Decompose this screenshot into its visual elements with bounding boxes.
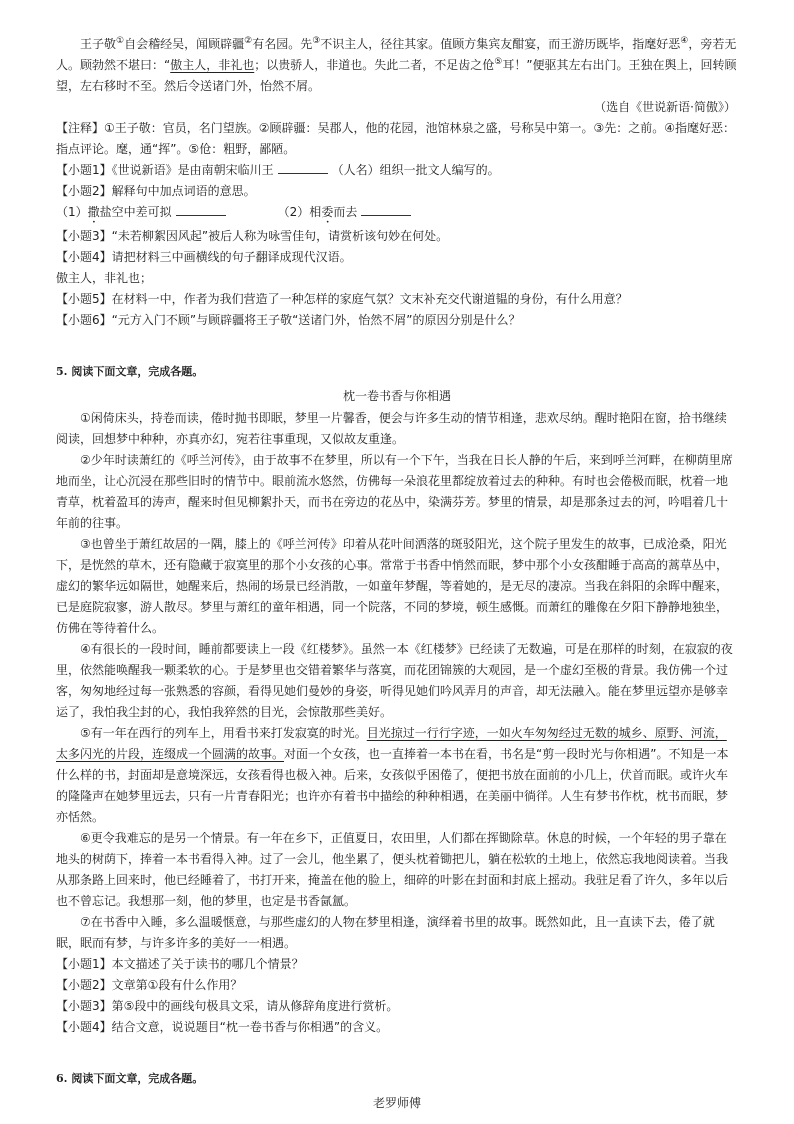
note-marker: ② <box>244 36 253 46</box>
text-run: ；以贵骄人，非道也。失此二者，不足齿之伧 <box>254 58 495 72</box>
question-1 <box>56 160 738 181</box>
annotation-note: 【注释】①王子敬：官员，名门望族。②顾辟疆：吴郡人，他的花园，池馆林泉之盛，号称吴中第一。③先：之前。④指麾好恶：指点评论。麾，通“挥”。⑤伧：粗野，鄙陋。 <box>56 121 736 156</box>
question-2-item-2 <box>278 202 416 226</box>
text-run: ⑤有一年在西行的列车上，用看书来打发寂寞的时光。 <box>80 726 367 740</box>
text-run: 自会稽经吴，闻顾辟疆 <box>124 37 245 51</box>
article-title: 老罗师傅 <box>372 1096 421 1110</box>
underlined-sentence: 傲主人，非礼也 <box>170 58 255 72</box>
text-run: ，旁若无人。顾勃然不堪曰：“ <box>56 37 737 72</box>
answer-blank[interactable] <box>361 203 411 216</box>
item-number: （1） <box>56 205 88 219</box>
note-marker: ④ <box>680 36 689 46</box>
text-run: 不识主人，径往其家。值顾方集宾友酣宴，而王游历既毕，指麾好恶 <box>320 37 681 51</box>
question-2: 【小题2】文章第①段有什么作用？ <box>56 978 243 992</box>
article-paragraph-7: ⑦在书香中入睡，多么温暖惬意，与那些虚幻的人物在梦里相逢，演绎着书里的故事。既然如此，且一直读下去，倦了就眠，眠而有梦，与许多许多的美好一一相遇。 <box>56 915 715 950</box>
text-run: 耳！”便驱其左右出门。王独在舆上，回转顾望，左右移时不至。然后令送诸门外，怡然不屑。 <box>56 58 737 93</box>
question-5: 【小题5】在材料一中，作者为我们营造了一种怎样的家庭气氛？文末补充交代谢道韫的身份，有什么用意？ <box>56 292 628 306</box>
article-paragraph-4: ④有很长的一段时间，睡前都要读上一段《红楼梦》。虽然一本《红楼梦》已经读了无数遍，可是在那样的时刻，在寂寂的夜里，依然能唤醒我一颗柔软的心。于是梦里也交错着繁华与落寞，而花团锦簇的大观园，是一个虚幻至极的背景。我仿佛一个过客，匆匆地经过每一张熟悉的容颜，看得见她们曼妙的身姿，听得见她们吟风弄月的声音，却无法融入。能在梦里远望亦是够幸运了，我怕我尘封的心，我怕我猝然的目光，会惊散那些美好。 <box>56 642 733 719</box>
note-marker: ① <box>116 36 125 46</box>
question-4: 【小题4】请把材料三中画横线的句子翻译成现代汉语。 <box>56 250 352 264</box>
dotted-word: 委 <box>321 205 334 219</box>
article-paragraph-6: ⑥更令我难忘的是另一个情景。有一年在乡下，正值夏日，农田里，人们都在挥锄除草。休息的时候，一个年轻的男子靠在地头的树荫下，捧着一本书看得入神。过了一会儿，他坐累了，便头枕着锄把儿，躺在松软的土地上，依然忘我地阅读着。当我从那条路上回来时，他已经睡着了，书打开来，掩盖在他的脸上，细碎的叶影在封面和封底上摇动。我驻足看了许久，多年以后也不曾忘记。我想那一刻，他的梦里，也定是书香氤氲。 <box>56 831 729 908</box>
question-2-item-1 <box>56 202 230 226</box>
item-text: 盐空中差可拟 <box>99 205 172 219</box>
item-text: （2）相 <box>277 205 322 219</box>
answer-blank[interactable] <box>176 203 226 216</box>
article-title: 枕一卷书香与你相遇 <box>342 389 451 403</box>
section-heading: 5. 阅读下面文章，完成各题。 <box>56 365 204 378</box>
question-3: 【小题3】第⑤段中的画线句极具文采，请从修辞角度进行赏析。 <box>56 999 399 1013</box>
article-paragraph-2: ②少年时读萧红的《呼兰河传》，由于故事不在梦里，所以有一个下午，当我在日长人静的午后，来到呼兰河畔，在柳荫里席地而坐，让心沉浸在那些旧时的情节中。眼前流水悠然，仿佛每一朵浪花里都绽放着过去的种种。有时也会倦极而眠，枕着一地青草，枕着盈耳的涛声，醒来时但见柳絮扑天，而书在旁边的花丛中，染满芬芳。梦里的情景，却是那条过去的河，吟唱着几十年前的往事。 <box>56 453 733 530</box>
item-text: 而去 <box>333 205 358 219</box>
article-paragraph-5 <box>56 723 738 828</box>
source-citation: （选自《世说新语·简傲》） <box>594 100 736 114</box>
article-paragraph-1: ①闲倚床头，持卷而读，倦时抛书即眠，梦里一片馨香，便会与许多生动的情节相逢，悲欢尽纳。醒时艳阳在窗，拾书继续阅读，回想梦中种种，亦真亦幻，宛若往事重现，又似故友重逢。 <box>56 411 727 446</box>
question-text: 【小题1】《世说新语》是由南朝宋临川王 <box>56 163 274 177</box>
question-4-sentence: 傲主人，非礼也； <box>56 271 153 285</box>
question-1: 【小题1】本文描述了关于读书的哪几个情景？ <box>56 957 304 971</box>
question-2: 【小题2】解释句中加点词语的意思。 <box>56 184 256 198</box>
note-marker: ③ <box>312 36 321 46</box>
question-3: 【小题3】“未若柳絮因风起”被后人称为咏雪佳句，请赏析该句妙在何处。 <box>56 229 449 243</box>
underlined-sentence: 目光掠过一行行字迹，一如火车匆匆经过无数的城乡、原野、河流，太多闪光的片段，连缀成一个圆满的故事。 <box>56 726 727 761</box>
question-6: 【小题6】“元方入门不顾”与顾辟疆将王子敬“送诸门外，怡然不屑”的原因分别是什么？ <box>56 313 521 327</box>
text-run: 王子敬 <box>80 37 117 51</box>
passage-paragraph <box>56 34 738 97</box>
section-heading: 6. 阅读下面文章，完成各题。 <box>56 1072 204 1085</box>
answer-blank[interactable] <box>278 161 328 174</box>
question-text: （人名）组织一批文人编写的。 <box>331 163 500 177</box>
question-2-items <box>56 202 738 226</box>
question-4: 【小题4】结合文意，说说题目“枕一卷书香与你相遇”的含义。 <box>56 1020 389 1034</box>
note-marker: ⑤ <box>494 57 503 67</box>
text-run: 有名园。先 <box>252 37 313 51</box>
text-run: 对面一个女孩，也一直捧着一本书在看，书名是“剪一段时光与你相遇”。不知是一本什么样的书，封面却是意境深远，女孩看得也极入神。后来，女孩似乎困倦了，便把书放在面前的小几上，伏首而眠。或许火车的隆隆声在她梦里远去，只有一片青春阳光；也许亦有着书中描绘的种种相遇，在美丽中徜徉。人生有梦书作枕，枕书而眠，梦亦恬然。 <box>56 747 729 824</box>
article-paragraph-3: ③也曾坐于萧红故居的一隅，膝上的《呼兰河传》印着从花叶间洒落的斑驳阳光，这个院子里发生的故事，已成沧桑，阳光下，是恍然的草木，还有隐藏于寂寞里的那个小女孩的心事。常常于书香中悄然而眠，梦中那个小女孩酣睡于高高的蒿草丛中，虚幻的繁华远如隔世，她醒来后，热闹的场景已经消散，一如童年梦醒，等着她的，是无尽的凄凉。当我在斜阳的余晖中醒来，已是庭院寂寥，游人散尽。梦里与萧红的童年相遇，同一个院落，不同的梦境，顿生感慨。而萧红的雕像在夕阳下静静地独坐，仿佛在等待着什么。 <box>56 537 729 635</box>
dotted-word: 撒 <box>87 205 100 219</box>
